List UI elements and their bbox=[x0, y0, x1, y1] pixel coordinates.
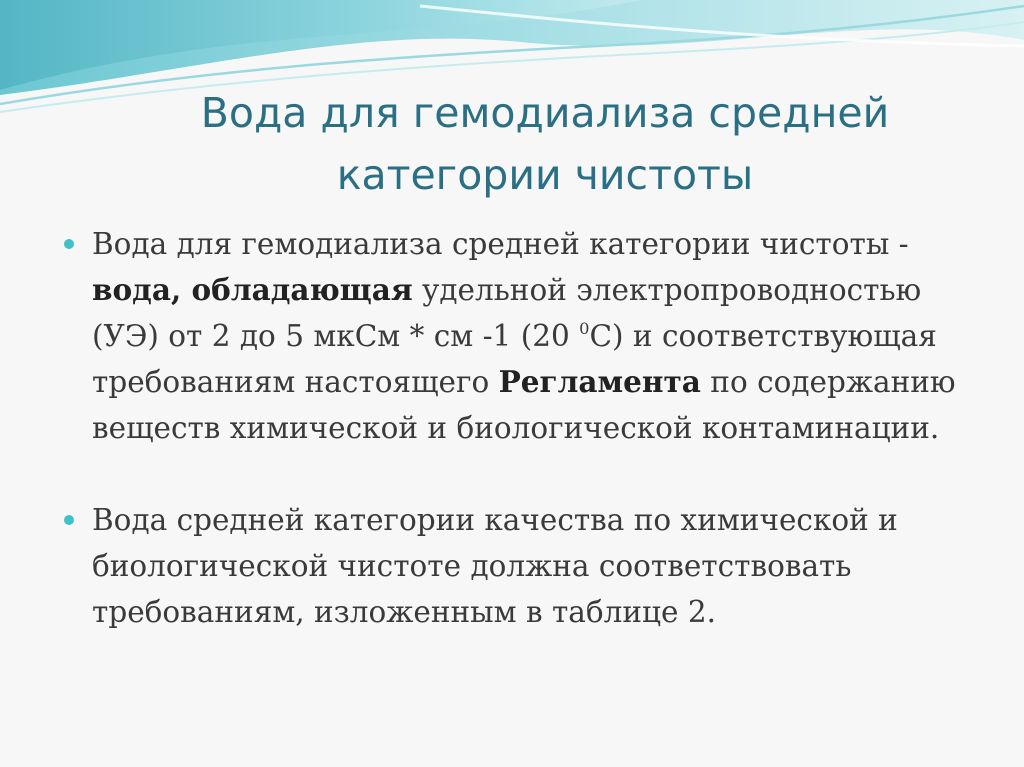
bullet-1-segment: удельной электропроводностью (УЭ) от 2 до 5 мкСм * см -1 (20 bbox=[92, 273, 922, 353]
bullet-list bbox=[64, 221, 984, 635]
degree-superscript: 0 bbox=[579, 318, 590, 338]
bullet-1-segment: С) и соответствующая требованиям настоящего bbox=[92, 319, 937, 399]
bullet-item-1 bbox=[64, 221, 984, 451]
bullet-1-bold-term: вода, обладающая bbox=[92, 272, 413, 307]
bullet-2-text: Вода средней категории качества по химической и биологической чистоте должна соответствовать требованиям, изложенным в таблице 2. bbox=[92, 503, 898, 629]
bullet-dot-icon bbox=[64, 239, 74, 249]
bullet-1-text bbox=[92, 227, 956, 445]
bullet-1-segment: по содержанию веществ химической и биологической контаминации. bbox=[92, 365, 956, 445]
bullet-1-segment: Вода для гемодиализа средней категории чистоты - bbox=[92, 227, 909, 261]
slide-title: Вода для гемодиализа средней категории чистоты bbox=[200, 89, 890, 199]
bullet-dot-icon bbox=[64, 515, 74, 525]
bullet-item-2 bbox=[64, 497, 984, 635]
bullet-1-bold-reglament: Регламента bbox=[498, 364, 701, 399]
